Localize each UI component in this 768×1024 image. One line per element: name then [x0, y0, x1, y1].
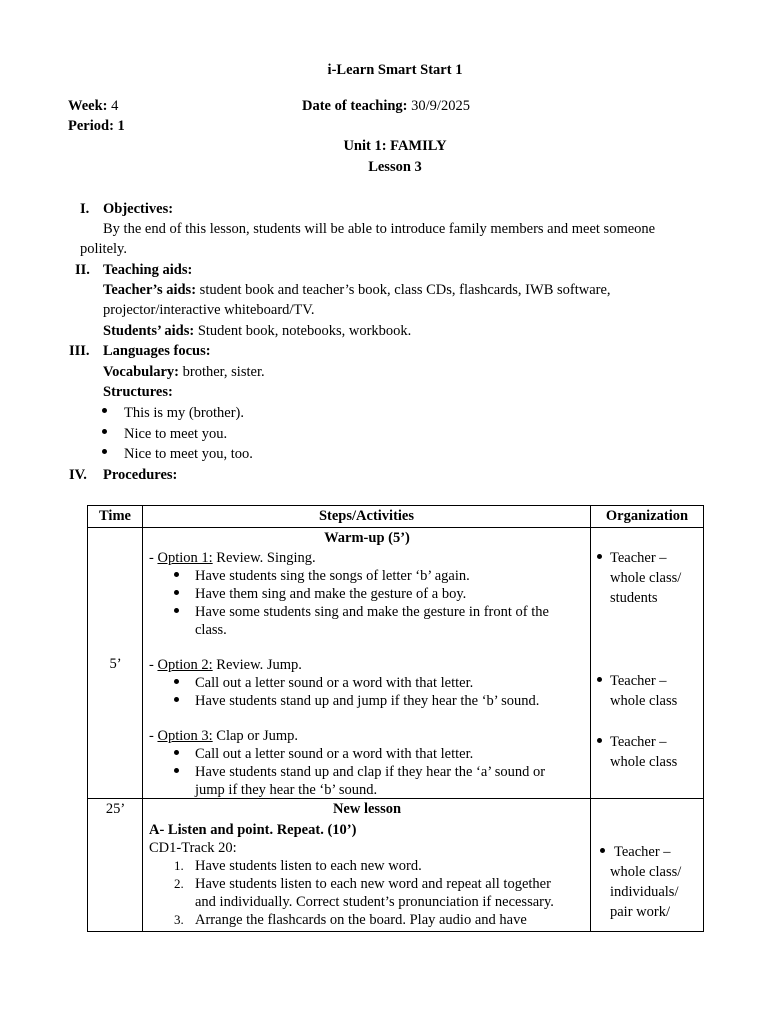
step-number: 3.	[174, 912, 184, 927]
bullet-icon	[102, 449, 107, 454]
procedures-table	[87, 505, 704, 932]
structure-item: This is my (brother).	[124, 405, 245, 421]
table-row	[88, 799, 704, 932]
bullet-icon	[597, 738, 602, 743]
header-organization: Organization	[591, 506, 704, 528]
structure-item: Nice to meet you, too.	[124, 446, 253, 462]
procedures-heading: Procedures:	[103, 467, 178, 483]
warmup-heading: Warm-up (5’)	[324, 530, 410, 546]
steps-cell	[143, 799, 591, 932]
focus-heading: Languages focus:	[103, 343, 211, 359]
bullet-icon	[174, 697, 179, 702]
organization-cell	[591, 799, 704, 932]
option-3-line: - Option 3: Clap or Jump.	[149, 728, 299, 744]
bullet-icon	[597, 554, 602, 559]
step-text: Arrange the flashcards on the board. Play audio and have	[195, 912, 527, 928]
org-line: whole class/	[610, 570, 682, 586]
objectives-heading: Objectives:	[103, 201, 174, 217]
org-line: whole class	[610, 754, 678, 770]
step-number: 2.	[174, 876, 184, 891]
warmup-time: 5’	[109, 656, 122, 672]
bullet-icon	[102, 429, 107, 434]
option-3-item: Have students stand up and clap if they hear the ‘a’ sound or	[195, 764, 546, 780]
track-label: CD1-Track 20:	[149, 840, 237, 856]
time-cell	[88, 528, 143, 799]
lesson-title: Lesson 3	[368, 159, 422, 175]
section-num-2: II.	[75, 262, 90, 278]
teacher-aids-cont: projector/interactive whiteboard/TV.	[103, 302, 315, 318]
bullet-icon	[174, 768, 179, 773]
header-steps: Steps/Activities	[143, 506, 591, 528]
option-1-item: Have them sing and make the gesture of a boy.	[195, 586, 467, 602]
period-line: Period: 1	[68, 118, 125, 134]
header-time: Time	[88, 506, 143, 528]
aids-heading: Teaching aids:	[103, 262, 193, 278]
date-line: Date of teaching: 30/9/2025	[302, 98, 470, 114]
org-line: pair work/	[610, 904, 670, 920]
vocabulary-line: Vocabulary: brother, sister.	[103, 364, 265, 380]
bullet-icon	[174, 590, 179, 595]
table-header-row	[88, 506, 704, 528]
step-text: Have students listen to each new word and repeat all together	[195, 876, 551, 892]
teacher-aids: Teacher’s aids: student book and teacher’s book, class CDs, flashcards, IWB software,	[103, 282, 611, 298]
time-cell	[88, 799, 143, 932]
structures-heading: Structures:	[103, 384, 173, 400]
objectives-text-1: By the end of this lesson, students will be able to introduce family members and meet someone	[103, 221, 656, 237]
steps-cell	[143, 528, 591, 799]
bullet-icon	[174, 608, 179, 613]
option-1-item: Have students sing the songs of letter ‘b’ again.	[195, 568, 470, 584]
org-line: Teacher –	[610, 673, 667, 689]
option-2-line: - Option 2: Review. Jump.	[149, 657, 302, 673]
org-line: individuals/	[610, 884, 679, 900]
bullet-icon	[174, 572, 179, 577]
bullet-icon	[174, 750, 179, 755]
option-1-item-cont: class.	[195, 622, 227, 638]
newlesson-time: 25’	[105, 801, 126, 817]
org-line: Teacher –	[610, 734, 667, 750]
step-text: Have students listen to each new word.	[195, 858, 422, 874]
organization-cell	[591, 528, 704, 799]
option-1-line: - Option 1: Review. Singing.	[149, 550, 316, 566]
option-2-item: Call out a letter sound or a word with that letter.	[195, 675, 474, 691]
bullet-icon	[174, 679, 179, 684]
bullet-icon	[597, 677, 602, 682]
bullet-icon	[102, 408, 107, 413]
week-line: Week: 4	[68, 98, 119, 114]
option-2-item: Have students stand up and jump if they hear the ‘b’ sound.	[195, 693, 540, 709]
document-title: i-Learn Smart Start 1	[327, 62, 463, 78]
option-3-item-cont: jump if they hear the ‘b’ sound.	[195, 782, 378, 798]
option-1-item: Have some students sing and make the gesture in front of the	[195, 604, 549, 620]
org-line: students	[610, 590, 658, 606]
newlesson-heading: New lesson	[332, 801, 402, 817]
section-num-1: I.	[80, 201, 90, 217]
section-num-4: IV.	[69, 467, 87, 483]
objectives-text-2: politely.	[80, 241, 127, 257]
section-num-3: III.	[69, 343, 90, 359]
structure-item: Nice to meet you.	[124, 426, 228, 442]
org-line: Teacher –	[614, 844, 671, 860]
activity-a-title: A- Listen and point. Repeat. (10’)	[149, 822, 357, 838]
option-3-item: Call out a letter sound or a word with that letter.	[195, 746, 474, 762]
students-aids: Students’ aids: Student book, notebooks, workbook.	[103, 323, 412, 339]
bullet-icon	[600, 848, 605, 853]
unit-title: Unit 1: FAMILY	[343, 138, 447, 154]
org-line: whole class/	[610, 864, 682, 880]
step-text: and individually. Correct student’s pronunciation if necessary.	[195, 894, 554, 910]
org-line: Teacher –	[610, 550, 667, 566]
table-row	[88, 528, 704, 799]
step-number: 1.	[174, 858, 184, 873]
org-line: whole class	[610, 693, 678, 709]
